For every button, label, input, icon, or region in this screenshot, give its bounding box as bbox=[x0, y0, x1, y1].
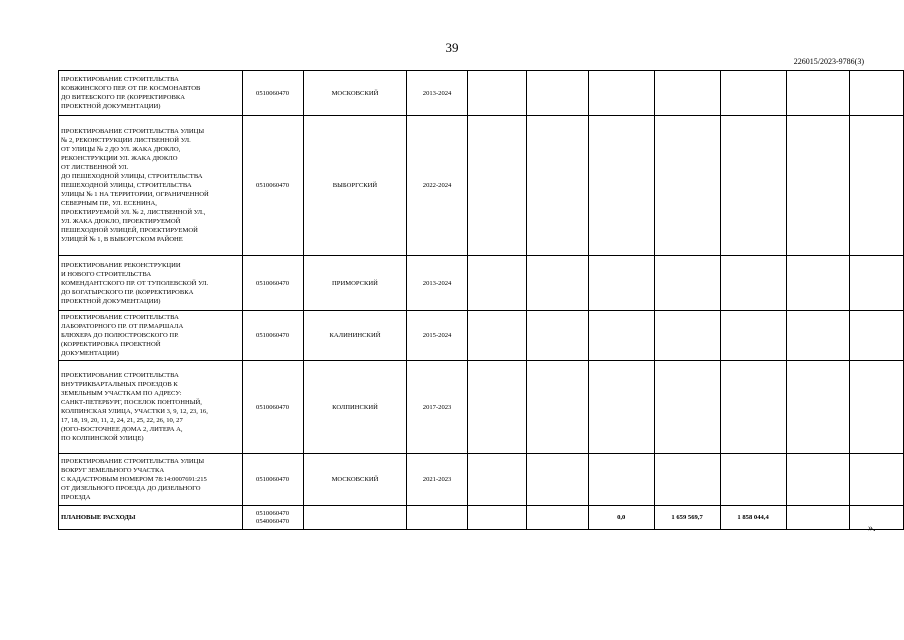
total-value-2: 1 659 569,7 bbox=[654, 506, 720, 530]
document-code: 226015/2023-9786(3) bbox=[793, 57, 864, 66]
cell-empty bbox=[720, 311, 786, 361]
target-article-code: 0510060470 bbox=[242, 71, 303, 116]
cell-empty bbox=[786, 256, 849, 311]
page-number: 39 bbox=[445, 40, 459, 55]
target-article-code: 0510060470 bbox=[242, 116, 303, 256]
cell-empty bbox=[850, 311, 904, 361]
cell-empty bbox=[588, 361, 654, 454]
target-article-code: 0510060470 bbox=[242, 361, 303, 454]
cell-empty bbox=[720, 454, 786, 506]
cell-empty bbox=[467, 71, 527, 116]
cell-empty bbox=[786, 361, 849, 454]
cell-empty bbox=[588, 116, 654, 256]
district-name: МОСКОВСКИЙ bbox=[303, 454, 407, 506]
cell-empty bbox=[527, 311, 589, 361]
cell-empty bbox=[527, 71, 589, 116]
total-value-3: 1 858 044,4 bbox=[720, 506, 786, 530]
cell-empty bbox=[407, 506, 467, 530]
budget-table bbox=[58, 70, 904, 530]
table-row bbox=[59, 311, 904, 361]
cell-empty bbox=[527, 116, 589, 256]
cell-empty bbox=[588, 71, 654, 116]
cell-empty bbox=[654, 116, 720, 256]
total-label: ПЛАНОВЫЕ РАСХОДЫ bbox=[59, 506, 243, 530]
project-name: ПРОЕКТИРОВАНИЕ СТРОИТЕЛЬСТВА КОВЖИНСКОГО ПЕР. ОТ ПР. КОСМОНАВТОВ ДО ВИТЕБСКОГО ПР. (КОРРЕКТИРОВКА ПРОЕКТНОЙ ДОКУМЕНТАЦИИ) bbox=[59, 71, 243, 116]
table-row bbox=[59, 71, 904, 116]
cell-empty bbox=[786, 71, 849, 116]
cell-empty bbox=[850, 506, 904, 530]
project-name: ПРОЕКТИРОВАНИЕ СТРОИТЕЛЬСТВА ВНУТРИКВАРТАЛЬНЫХ ПРОЕЗДОВ К ЗЕМЕЛЬНЫМ УЧАСТКАМ ПО АДРЕСУ: САНКТ-ПЕТЕРБУРГ, ПОСЕЛОК ПОНТОННЫЙ, КОЛПИНСКАЯ УЛИЦА, УЧАСТКИ 3, 9, 12, 23, 16, 17, 18, 19, 20, 11, 2, 24, 21, 25, 22, 26, 10, 27 (ЮГО-ВОСТОЧНЕЕ ДОМА 2, ЛИТЕРА А, ПО КОЛПИНСКОЙ УЛИЦЕ) bbox=[59, 361, 243, 454]
target-article-code: 0510060470 bbox=[242, 256, 303, 311]
cell-empty bbox=[467, 361, 527, 454]
cell-empty bbox=[588, 311, 654, 361]
cell-empty bbox=[467, 256, 527, 311]
implementation-period: 2021-2023 bbox=[407, 454, 467, 506]
district-name: МОСКОВСКИЙ bbox=[303, 71, 407, 116]
cell-empty bbox=[588, 256, 654, 311]
table-row bbox=[59, 361, 904, 454]
implementation-period: 2022-2024 bbox=[407, 116, 467, 256]
cell-empty bbox=[850, 71, 904, 116]
implementation-period: 2013-2024 bbox=[407, 256, 467, 311]
cell-empty bbox=[588, 454, 654, 506]
cell-empty bbox=[654, 454, 720, 506]
cell-empty bbox=[654, 71, 720, 116]
cell-empty bbox=[850, 256, 904, 311]
cell-empty bbox=[720, 71, 786, 116]
cell-empty bbox=[654, 311, 720, 361]
implementation-period: 2015-2024 bbox=[407, 311, 467, 361]
district-name: КОЛПИНСКИЙ bbox=[303, 361, 407, 454]
cell-empty bbox=[850, 361, 904, 454]
total-codes: 0510060470 0540060470 bbox=[242, 506, 303, 530]
cell-empty bbox=[654, 256, 720, 311]
cell-empty bbox=[527, 256, 589, 311]
cell-empty bbox=[850, 116, 904, 256]
cell-empty bbox=[786, 454, 849, 506]
project-name: ПРОЕКТИРОВАНИЕ СТРОИТЕЛЬСТВА ЛАБОРАТОРНОГО ПР. ОТ ПР.МАРШАЛА БЛЮХЕРА ДО ПОЛЮСТРОВСКОГО ПР. (КОРРЕКТИРОВКА ПРОЕКТНОЙ ДОКУМЕНТАЦИИ) bbox=[59, 311, 243, 361]
cell-empty bbox=[850, 454, 904, 506]
target-article-code: 0510060470 bbox=[242, 454, 303, 506]
cell-empty bbox=[720, 256, 786, 311]
table-row bbox=[59, 256, 904, 311]
district-name: ВЫБОРГСКИЙ bbox=[303, 116, 407, 256]
cell-empty bbox=[527, 454, 589, 506]
cell-empty bbox=[527, 361, 589, 454]
closing-quote-mark: ». bbox=[868, 523, 876, 534]
implementation-period: 2013-2024 bbox=[407, 71, 467, 116]
cell-empty bbox=[786, 311, 849, 361]
total-row bbox=[59, 506, 904, 530]
project-name: ПРОЕКТИРОВАНИЕ СТРОИТЕЛЬСТВА УЛИЦЫ № 2, РЕКОНСТРУКЦИИ ЛИСТВЕННОЙ УЛ. ОТ УЛИЦЫ № 2 ДО УЛ. ЖАКА ДЮКЛО, РЕКОНСТРУКЦИИ УЛ. ЖАКА ДЮКЛО ОТ ЛИСТВЕННОЙ УЛ. ДО ПЕШЕХОДНОЙ УЛИЦЫ, СТРОИТЕЛЬСТВА ПЕШЕХОДНОЙ УЛИЦЫ, СТРОИТЕЛЬСТВА УЛИЦЫ № 1 НА ТЕРРИТОРИИ, ОГРАНИЧЕННОЙ СЕВЕРНЫМ ПР., УЛ. ЕСЕНИНА, ПРОЕКТИРУЕМОЙ УЛ. № 2, ЛИСТВЕННОЙ УЛ., УЛ. ЖАКА ДЮКЛО, ПРОЕКТИРУЕМОЙ ПЕШЕХОДНОЙ УЛИЦЕЙ, ПРОЕКТИРУЕМОЙ УЛИЦЕЙ № 1, В ВЫБОРГСКОМ РАЙОНЕ bbox=[59, 116, 243, 256]
cell-empty bbox=[654, 361, 720, 454]
cell-empty bbox=[786, 506, 849, 530]
cell-empty bbox=[720, 361, 786, 454]
cell-empty bbox=[786, 116, 849, 256]
project-name: ПРОЕКТИРОВАНИЕ РЕКОНСТРУКЦИИ И НОВОГО СТРОИТЕЛЬСТВА КОМЕНДАНТСКОГО ПР. ОТ ТУПОЛЕВСКОЙ УЛ. ДО БОГАТЫРСКОГО ПР. (КОРРЕКТИРОВКА ПРОЕКТНОЙ ДОКУМЕНТАЦИИ) bbox=[59, 256, 243, 311]
total-value-1: 0,0 bbox=[588, 506, 654, 530]
cell-empty bbox=[467, 116, 527, 256]
implementation-period: 2017-2023 bbox=[407, 361, 467, 454]
district-name: КАЛИНИНСКИЙ bbox=[303, 311, 407, 361]
target-article-code: 0510060470 bbox=[242, 311, 303, 361]
table-row bbox=[59, 116, 904, 256]
cell-empty bbox=[720, 116, 786, 256]
cell-empty bbox=[527, 506, 589, 530]
cell-empty bbox=[303, 506, 407, 530]
district-name: ПРИМОРСКИЙ bbox=[303, 256, 407, 311]
project-name: ПРОЕКТИРОВАНИЕ СТРОИТЕЛЬСТВА УЛИЦЫ ВОКРУГ ЗЕМЕЛЬНОГО УЧАСТКА С КАДАСТРОВЫМ НОМЕРОМ 78:14:0007691:215 ОТ ДИЗЕЛЬНОГО ПРОЕЗДА ДО ДИЗЕЛЬНОГО ПРОЕЗДА bbox=[59, 454, 243, 506]
cell-empty bbox=[467, 311, 527, 361]
cell-empty bbox=[467, 506, 527, 530]
table-row bbox=[59, 454, 904, 506]
cell-empty bbox=[467, 454, 527, 506]
